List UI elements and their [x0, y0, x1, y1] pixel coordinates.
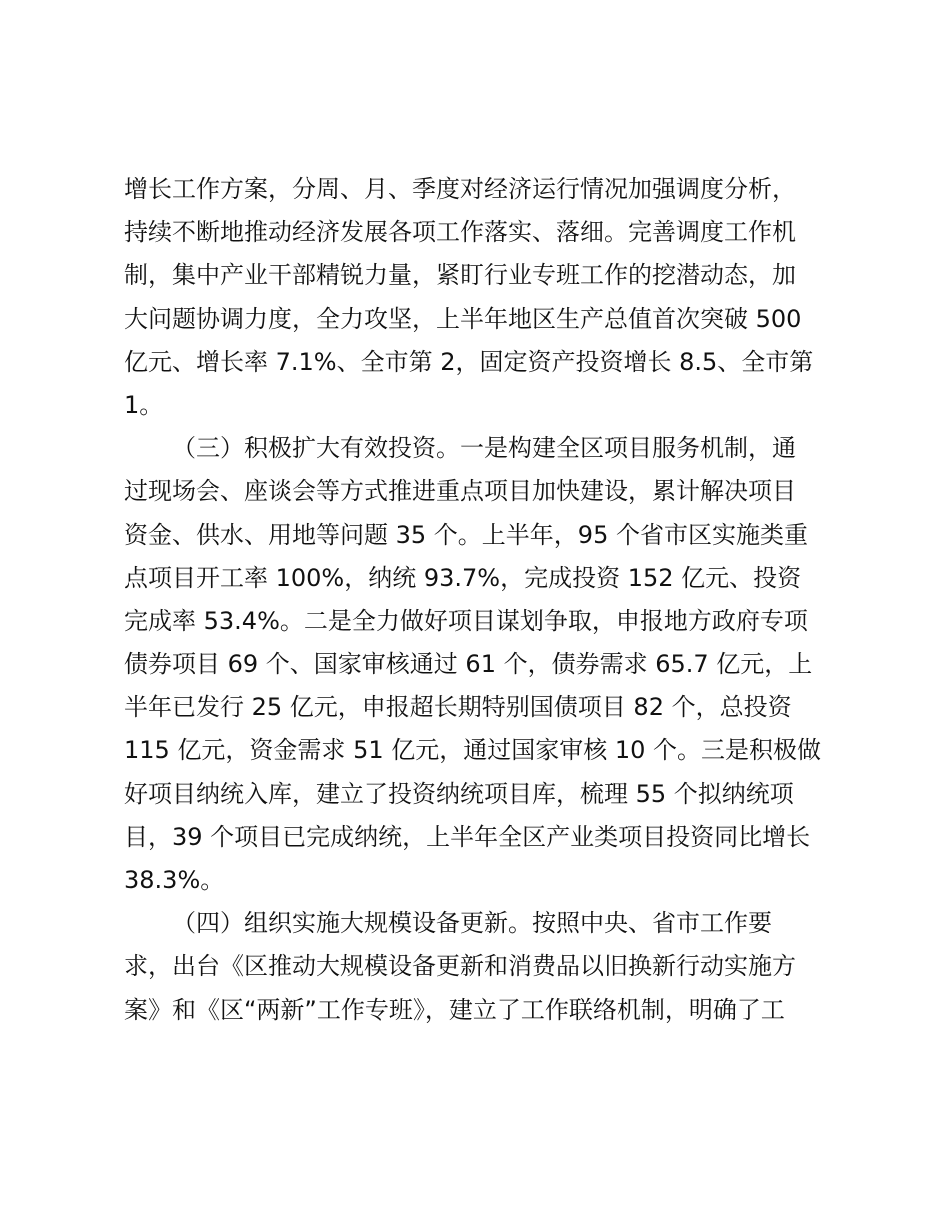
text-line: 大问题协调力度，全力攻坚，上半年地区生产总值首次突破 500: [124, 304, 802, 333]
paragraph-heading-line: （三）积极扩大有效投资。一是构建全区项目服务机制，通: [172, 434, 796, 463]
document-body: [124, 168, 834, 1032]
text-line: 好项目纳统入库，建立了投资纳统项目库，梳理 55 个拟纳统项: [124, 779, 794, 808]
text-line: 38.3%。: [124, 866, 225, 894]
text-line: 过现场会、座谈会等方式推进重点项目加快建设，累计解决项目: [124, 477, 796, 506]
paragraph-heading-line: （四）组织实施大规模设备更新。按照中央、省市工作要: [172, 909, 772, 938]
text-line: 半年已发行 25 亿元，申报超长期特别国债项目 82 个，总投资: [124, 693, 792, 722]
text-line: 债券项目 69 个、国家审核通过 61 个，债券需求 65.7 亿元，上: [124, 650, 813, 679]
text-line: 增长工作方案，分周、月、季度对经济运行情况加强调度分析，: [124, 175, 796, 203]
text-line: 亿元、增长率 7.1%、全市第 2，固定资产投资增长 8.5、全市第: [124, 347, 814, 376]
text-line: 资金、供水、用地等问题 35 个。上半年，95 个省市区实施类重: [124, 520, 808, 549]
text-line: 求，出台《区推动大规模设备更新和消费品以旧换新行动实施方: [124, 952, 796, 981]
text-line: 点项目开工率 100%，纳统 93.7%，完成投资 152 亿元、投资: [124, 563, 802, 592]
text-line: 制，集中产业干部精锐力量，紧盯行业专班工作的挖潜动态，加: [124, 261, 796, 290]
text-line: 1。: [124, 390, 164, 419]
text-line: 案》和《区“两新”工作专班》，建立了工作联络机制，明确了工: [124, 995, 785, 1024]
text-line: 持续不断地推动经济发展各项工作落实、落细。完善调度工作机: [124, 218, 796, 247]
text-line: 完成率 53.4%。二是全力做好项目谋划争取，申报地方政府专项: [124, 606, 808, 635]
text-line: 115 亿元，资金需求 51 亿元，通过国家审核 10 个。三是积极做: [124, 736, 822, 765]
text-line: 目，39 个项目已完成纳统，上半年全区产业类项目投资同比增长: [124, 822, 811, 851]
